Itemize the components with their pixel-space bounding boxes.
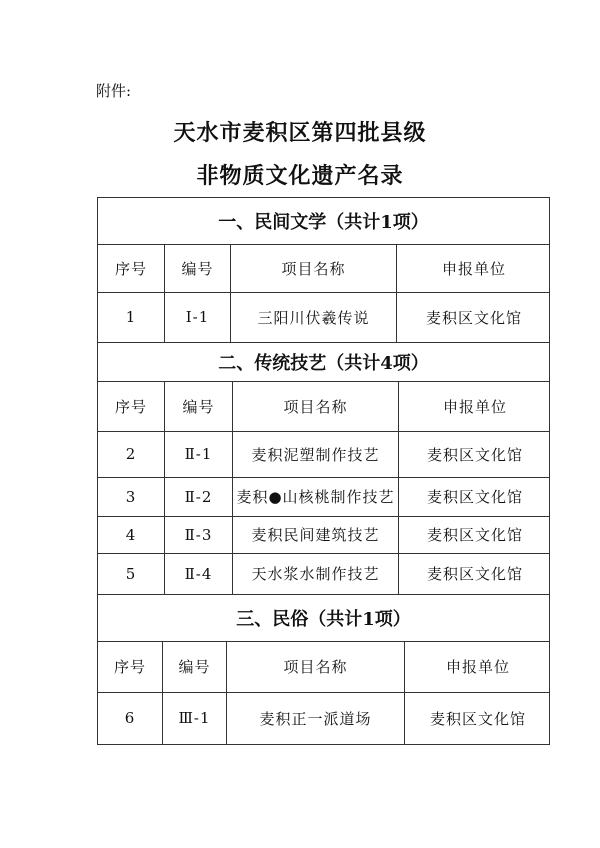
cell-code: Ⅲ-1 [162,692,226,744]
header-name: 项目名称 [232,381,398,431]
cell-name: 麦积民间建筑技艺 [232,516,398,553]
header-seq: 序号 [113,658,146,676]
header-code: 编号 [164,381,232,431]
section-heading-folk-customs: 三、民俗（共计1项） [236,608,411,630]
cell-code: Ⅱ-4 [164,553,232,594]
cell-seq: 4 [125,525,137,544]
table-row [98,431,549,477]
attachment-label: 附件: [96,82,132,100]
cell-unit: 麦积区文化馆 [396,292,551,342]
cell-name: 麦积泥塑制作技艺 [232,431,398,477]
cell-seq: 3 [125,487,137,506]
header-code: 编号 [164,244,230,292]
cell-unit: 麦积区文化馆 [398,431,551,477]
cell-unit: 麦积区文化馆 [404,692,551,744]
header-unit: 申报单位 [404,641,551,692]
cell-name: 三阳川伏羲传说 [230,292,396,342]
cell-name: 麦积●山核桃制作技艺 [232,477,398,516]
cell-unit: 麦积区文化馆 [398,477,551,516]
table-row [98,292,549,342]
table-header-row [98,381,549,431]
cell-seq: 1 [125,308,137,326]
cell-seq: 5 [125,564,137,583]
section-heading-folk-literature: 一、民间文学（共计1项） [218,212,429,233]
table-row [98,477,549,516]
header-seq: 序号 [114,259,147,278]
cell-name: 天水浆水制作技艺 [232,553,398,594]
header-name: 项目名称 [230,244,396,292]
header-seq: 序号 [114,397,147,416]
header-unit: 申报单位 [398,381,551,431]
header-code: 编号 [162,641,226,692]
table-header-row [98,641,549,692]
table-row [98,692,549,744]
cell-seq: 2 [125,445,137,463]
cell-seq: 6 [124,709,136,727]
document-title-line2: 非物质文化遗产名录 [196,163,404,189]
cell-name: 麦积正一派道场 [226,692,404,744]
table-row [98,516,549,553]
document-title-line1: 天水市麦积区第四批县级 [173,120,427,146]
table-row [98,553,549,594]
cell-code: Ⅱ-3 [164,516,232,553]
cell-unit: 麦积区文化馆 [398,516,551,553]
header-unit: 申报单位 [396,244,551,292]
cell-code: Ⅱ-1 [164,431,232,477]
heritage-table [97,197,550,745]
section-heading-traditional-crafts: 二、传统技艺（共计4项） [218,352,429,374]
cell-code: Ⅱ-2 [164,477,232,516]
table-header-row [98,244,549,292]
cell-unit: 麦积区文化馆 [398,553,551,594]
cell-code: Ⅰ-1 [164,292,230,342]
header-name: 项目名称 [226,641,404,692]
